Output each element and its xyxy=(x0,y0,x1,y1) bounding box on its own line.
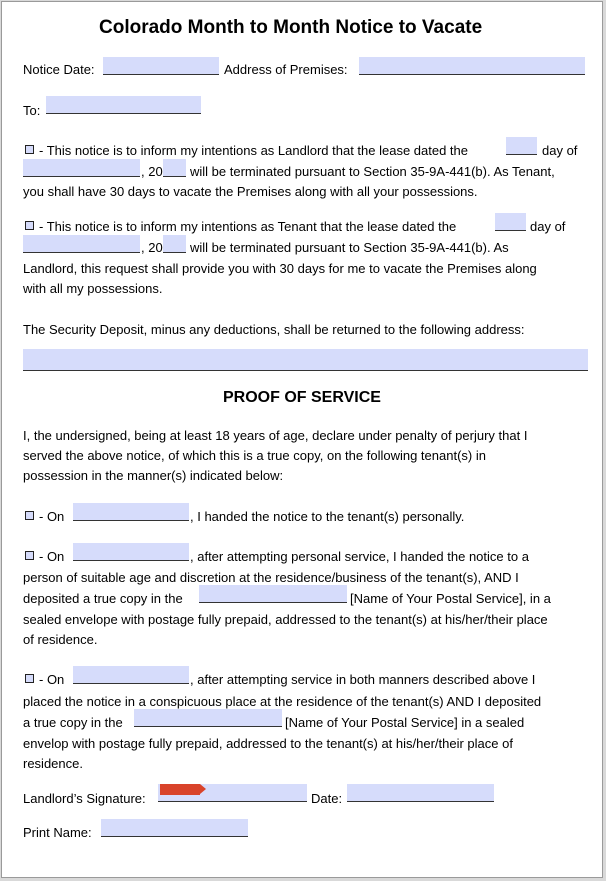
notice-date-label: Notice Date: xyxy=(23,62,95,77)
tenant-notice-line2: will be terminated pursuant to Section 35-9A-441(b). As xyxy=(190,240,509,255)
substitute-service-line1: , after attempting personal service, I handed the notice to a xyxy=(190,549,529,564)
document-page xyxy=(1,1,603,878)
to-field[interactable] xyxy=(46,96,201,114)
tenant-notice-line1: - This notice is to inform my intentions as Tenant that the lease dated the xyxy=(39,219,457,234)
substitute-service-line5: of residence. xyxy=(23,632,98,647)
declaration-line2: served the above notice, of which this is a true copy, on the following tenant(s) in xyxy=(23,448,486,463)
posting-service-line3-head: a true copy in the xyxy=(23,715,123,730)
address-label: Address of Premises: xyxy=(224,62,348,77)
print-name-label: Print Name: xyxy=(23,825,92,840)
substitute-service-line3-tail: [Name of Your Postal Service], in a xyxy=(350,591,551,606)
posting-service-line4: envelop with postage fully prepaid, addressed to the tenant(s) at his/her/their place of xyxy=(23,736,513,751)
landlord-notice-checkbox[interactable] xyxy=(25,145,34,154)
security-deposit-address-field[interactable] xyxy=(23,349,588,371)
personal-service-checkbox[interactable] xyxy=(25,511,34,520)
print-name-field[interactable] xyxy=(101,819,248,837)
substitute-service-on: - On xyxy=(39,549,65,564)
tenant-notice-line3: Landlord, this request shall provide you with 30 days for me to vacate the Premises along xyxy=(23,261,537,276)
signature-date-field[interactable] xyxy=(347,784,494,802)
proof-of-service-heading: PROOF OF SERVICE xyxy=(223,389,381,406)
personal-service-text: , I handed the notice to the tenant(s) personally. xyxy=(190,509,465,524)
substitute-service-checkbox[interactable] xyxy=(25,551,34,560)
declaration-line1: I, the undersigned, being at least 18 years of age, declare under penalty of perjury that I xyxy=(23,428,528,443)
declaration-line3: possession in the manner(s) indicated below: xyxy=(23,468,284,483)
posting-service-line5: residence. xyxy=(23,756,83,771)
landlord-day-of-label: day of xyxy=(542,143,578,158)
landlord-lease-day-field[interactable] xyxy=(506,137,537,155)
substitute-service-line3-head: deposited a true copy in the xyxy=(23,591,183,606)
personal-service-date-field[interactable] xyxy=(73,503,189,521)
posting-service-checkbox[interactable] xyxy=(25,674,34,683)
landlord-notice-line1: - This notice is to inform my intentions as Landlord that the lease dated the xyxy=(39,143,468,158)
landlord-year-prefix: , 20 xyxy=(141,164,163,179)
tenant-lease-month-field[interactable] xyxy=(23,235,140,253)
posting-service-date-field[interactable] xyxy=(73,666,189,684)
landlord-lease-month-field[interactable] xyxy=(23,159,140,177)
address-of-premises-field[interactable] xyxy=(359,57,585,75)
date-label: Date: xyxy=(311,791,343,806)
posting-service-line1: , after attempting service in both manners described above I xyxy=(190,672,536,687)
landlord-notice-line2: will be terminated pursuant to Section 35-9A-441(b). As Tenant, xyxy=(190,164,555,179)
security-deposit-text: The Security Deposit, minus any deductions, shall be returned to the following address: xyxy=(23,322,525,337)
posting-service-line2: placed the notice in a conspicuous place at the residence of the tenant(s) AND I deposited xyxy=(23,694,542,709)
tenant-lease-year-field[interactable] xyxy=(163,235,186,253)
tenant-notice-checkbox[interactable] xyxy=(25,221,34,230)
substitute-service-line4: sealed envelope with postage fully prepaid, addressed to the tenant(s) at his/her/their place xyxy=(23,612,548,627)
tenant-year-prefix: , 20 xyxy=(141,240,163,255)
substitute-service-date-field[interactable] xyxy=(73,543,189,561)
sign-here-tab-icon[interactable] xyxy=(160,784,200,795)
posting-service-line3-tail: [Name of Your Postal Service] in a sealed xyxy=(285,715,525,730)
tenant-lease-day-field[interactable] xyxy=(495,213,526,231)
personal-service-on: - On xyxy=(39,509,65,524)
document-title: Colorado Month to Month Notice to Vacate xyxy=(99,17,483,38)
posting-service-on: - On xyxy=(39,672,65,687)
tenant-notice-line4: with all my possessions. xyxy=(23,281,163,296)
landlord-lease-year-field[interactable] xyxy=(163,159,186,177)
substitute-postal-service-field[interactable] xyxy=(199,585,347,603)
substitute-service-line2: person of suitable age and discretion at the residence/business of the tenant(s), AND I xyxy=(23,570,519,585)
landlord-notice-line3: you shall have 30 days to vacate the Premises along with all your possessions. xyxy=(23,184,478,199)
tenant-day-of-label: day of xyxy=(530,219,566,234)
notice-date-field[interactable] xyxy=(103,57,219,75)
to-label: To: xyxy=(23,103,41,118)
posting-postal-service-field[interactable] xyxy=(134,709,282,727)
landlord-signature-label: Landlord’s Signature: xyxy=(23,791,146,806)
